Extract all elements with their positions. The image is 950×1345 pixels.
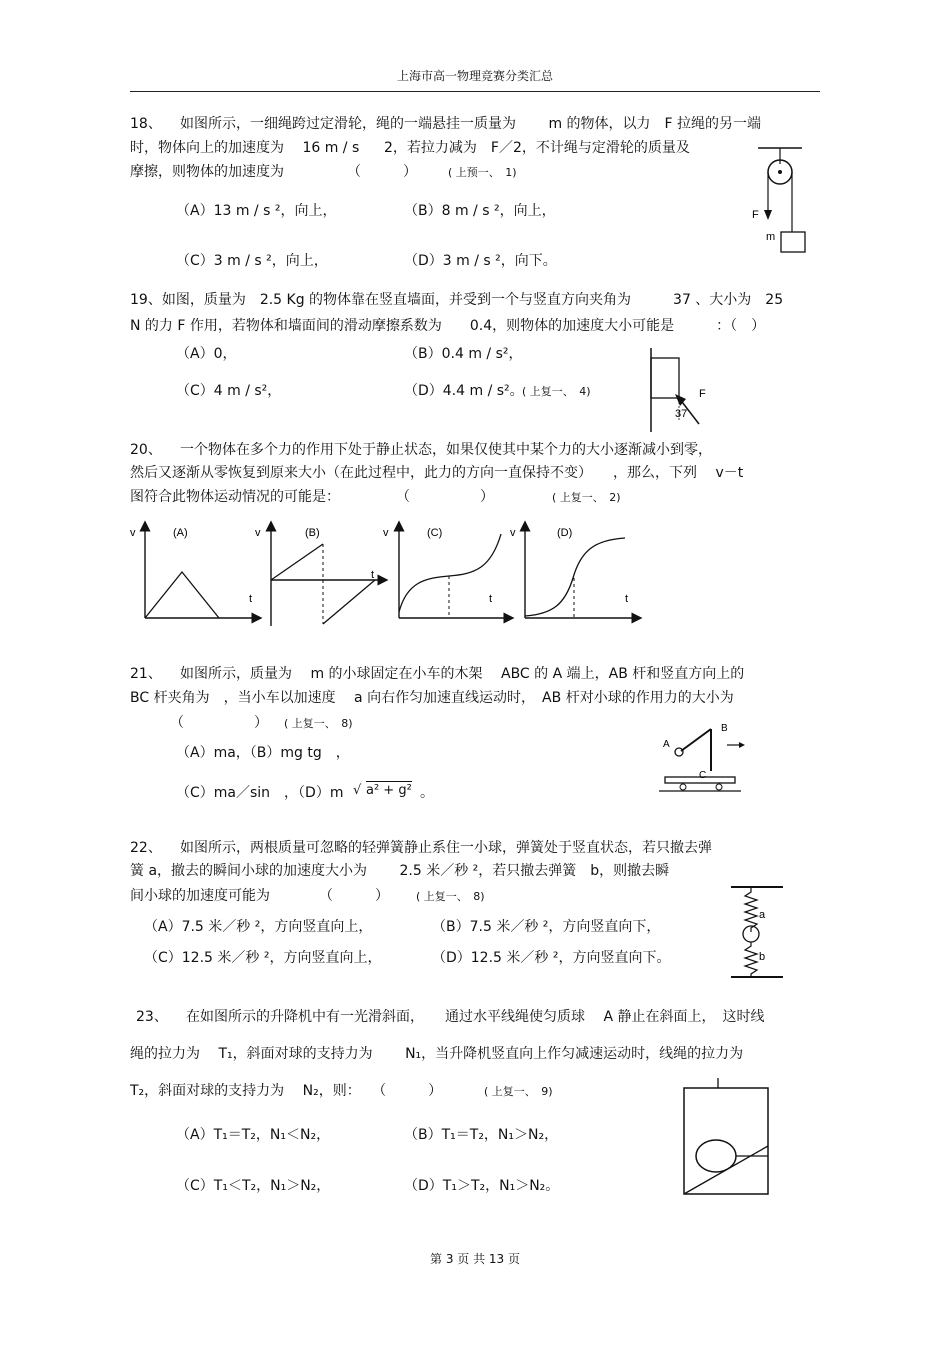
question-text-line3: （ ） xyxy=(170,715,268,731)
option-b: （B）7.5 米／秒 ²，方向竖直向下， xyxy=(432,919,661,935)
question-number: 22、 xyxy=(130,840,162,856)
spring-b-label: b xyxy=(759,951,766,963)
v-axis-label: v xyxy=(130,527,136,539)
graph-label: (C) xyxy=(427,527,443,539)
question-text-line2: BC 杆夹角为 ，当小车以加速度 a 向右作匀加速直线运动时， AB 杆对小球的作用力的大小为 xyxy=(130,690,734,706)
question-text-line2: 绳的拉力为 T₁，斜面对球的支持力为 N₁，当升降机竖直向上作匀减速运动时，线绳的拉力为 xyxy=(130,1046,744,1062)
option-c-d: （C）ma／sin ，（D）m xyxy=(176,785,344,801)
option-b: （B）8 m / s ²，向上， xyxy=(404,203,556,219)
option-a: （A）13 m / s ²，向上， xyxy=(176,203,337,219)
option-c: （C）4 m / s²， xyxy=(176,383,282,399)
option-a: （A）0， xyxy=(176,346,237,362)
sqrt-sign: √ xyxy=(353,783,362,798)
question-text-line2a: 时，物体向上的加速度为 16 m / s xyxy=(130,140,360,156)
option-c: （C）12.5 米／秒 ²，方向竖直向上， xyxy=(144,950,382,966)
mass-label: m xyxy=(766,231,776,243)
spring-a-label: a xyxy=(759,909,766,921)
pulley-figure xyxy=(750,140,820,260)
question-text-line3: T₂，斜面对球的支持力为 N₂，则： （ ） xyxy=(130,1083,443,1099)
question-text-line2: N 的力 F 作用，若物体和墙面间的滑动摩擦系数为 0.4，则物体的加速度大小可能是 ：（ ） xyxy=(130,318,766,334)
option-b: （B）T₁＝T₂，N₁＞N₂， xyxy=(404,1127,559,1143)
graph-b xyxy=(255,526,383,626)
angle-label: 37 xyxy=(675,408,688,420)
graph-c xyxy=(383,526,509,618)
t-axis-label: t xyxy=(371,569,375,581)
wall-block-figure xyxy=(645,346,715,436)
force-label: F xyxy=(699,388,706,400)
question-number: 18、 xyxy=(130,116,162,132)
running-header: 上海市高一物理竞赛分类汇总 xyxy=(396,69,553,83)
question-text-line3: 图符合此物体运动情况的可能是： （ ） xyxy=(130,489,494,505)
force-label: F xyxy=(752,209,759,221)
option-c: （C）T₁＜T₂，N₁＞N₂， xyxy=(176,1178,331,1194)
v-axis-label: v xyxy=(510,527,516,539)
question-text-line1: 如图所示，质量为 m 的小球固定在小车的木架 ABC 的 A 端上，AB 杆和竖直方向上的 xyxy=(180,666,745,682)
question-text-line3: 摩擦，则物体的加速度为 （ ） xyxy=(130,164,417,180)
question-text-line2: 然后又逐渐从零恢复到原来大小（在此过程中，此力的方向一直保持不变） ，那么，下列 v－t xyxy=(130,465,744,481)
question-text-line2b: 2，若拉力减为 F／2，不计绳与定滑轮的质量及 xyxy=(384,140,690,156)
option-d: （D）3 m / s ²，向下。 xyxy=(404,253,557,269)
point-c-label: C xyxy=(699,770,707,781)
header-rule xyxy=(130,91,820,92)
option-b: （B）0.4 m / s²， xyxy=(404,346,523,362)
question-number: 20、 xyxy=(130,442,162,458)
graph-d xyxy=(510,526,637,618)
source-note: ( 上复一、 2) xyxy=(552,491,621,504)
option-a: （A）T₁＝T₂，N₁＜N₂， xyxy=(176,1127,331,1143)
question-number: 21、 xyxy=(130,666,162,682)
question-number: 23、 xyxy=(136,1009,168,1025)
question-text-line1: 在如图所示的升降机中有一光滑斜面， 通过水平线绳使匀质球 A 静止在斜面上， 这时线 xyxy=(186,1009,765,1025)
question-text-line1: 如图所示，一细绳跨过定滑轮，绳的一端悬挂一质量为 m 的物体，以力 F 拉绳的另一端 xyxy=(180,116,762,132)
option-d-end: 。 xyxy=(420,785,434,801)
t-axis-label: t xyxy=(489,593,493,605)
page-footer: 第 3 页 共 13 页 xyxy=(430,1252,520,1266)
graph-label: (D) xyxy=(557,527,573,539)
option-d: （D）T₁＞T₂，N₁＞N₂。 xyxy=(404,1178,560,1194)
t-axis-label: t xyxy=(625,593,629,605)
option-c: （C）3 m / s ²，向上， xyxy=(176,253,328,269)
source-note: ( 上复一、 8) xyxy=(284,717,353,730)
question-text-line1: 如图所示，两根质量可忽略的轻弹簧静止系住一小球，弹簧处于竖直状态，若只撤去弹 xyxy=(180,840,712,856)
question-text-line1: 一个物体在多个力的作用下处于静止状态，如果仅使其中某个力的大小逐渐减小到零， xyxy=(180,442,712,458)
source-note: ( 上复一、 4) xyxy=(522,385,591,398)
graph-label: (B) xyxy=(305,527,320,539)
source-note: ( 上复一、 9) xyxy=(484,1085,553,1098)
option-a-b: （A）ma，（B）mg tg ， xyxy=(176,745,350,761)
cart-frame-figure xyxy=(655,715,745,795)
point-b-label: B xyxy=(721,723,728,734)
v-axis-label: v xyxy=(383,527,389,539)
option-d-expression: a² + g² xyxy=(366,783,412,798)
source-note: ( 上复一、 8) xyxy=(416,890,485,903)
springs-ball-figure xyxy=(725,884,795,980)
elevator-incline-figure xyxy=(680,1074,772,1198)
question-text-line2: 簧 a，撤去的瞬间小球的加速度大小为 2.5 米／秒 ²，若只撤去弹簧 b，则撤去瞬 xyxy=(130,863,670,879)
option-a: （A）7.5 米／秒 ²，方向竖直向上， xyxy=(144,919,373,935)
vt-graphs xyxy=(125,520,825,632)
source-note: ( 上预一、 1) xyxy=(448,166,517,179)
t-axis-label: t xyxy=(249,593,253,605)
point-a-label: A xyxy=(663,739,670,750)
graph-label: (A) xyxy=(173,527,188,539)
v-axis-label: v xyxy=(255,527,261,539)
graph-a xyxy=(130,526,257,618)
question-text-line1: 19、如图，质量为 2.5 Kg 的物体靠在竖直墙面，并受到一个与竖直方向夹角为 37 、大小为 25 xyxy=(130,292,784,308)
option-d: （D）12.5 米／秒 ²，方向竖直向下。 xyxy=(432,950,671,966)
question-text-line3: 间小球的加速度可能为 （ ） xyxy=(130,888,389,904)
option-d: （D）4.4 m / s²。 xyxy=(404,383,524,399)
